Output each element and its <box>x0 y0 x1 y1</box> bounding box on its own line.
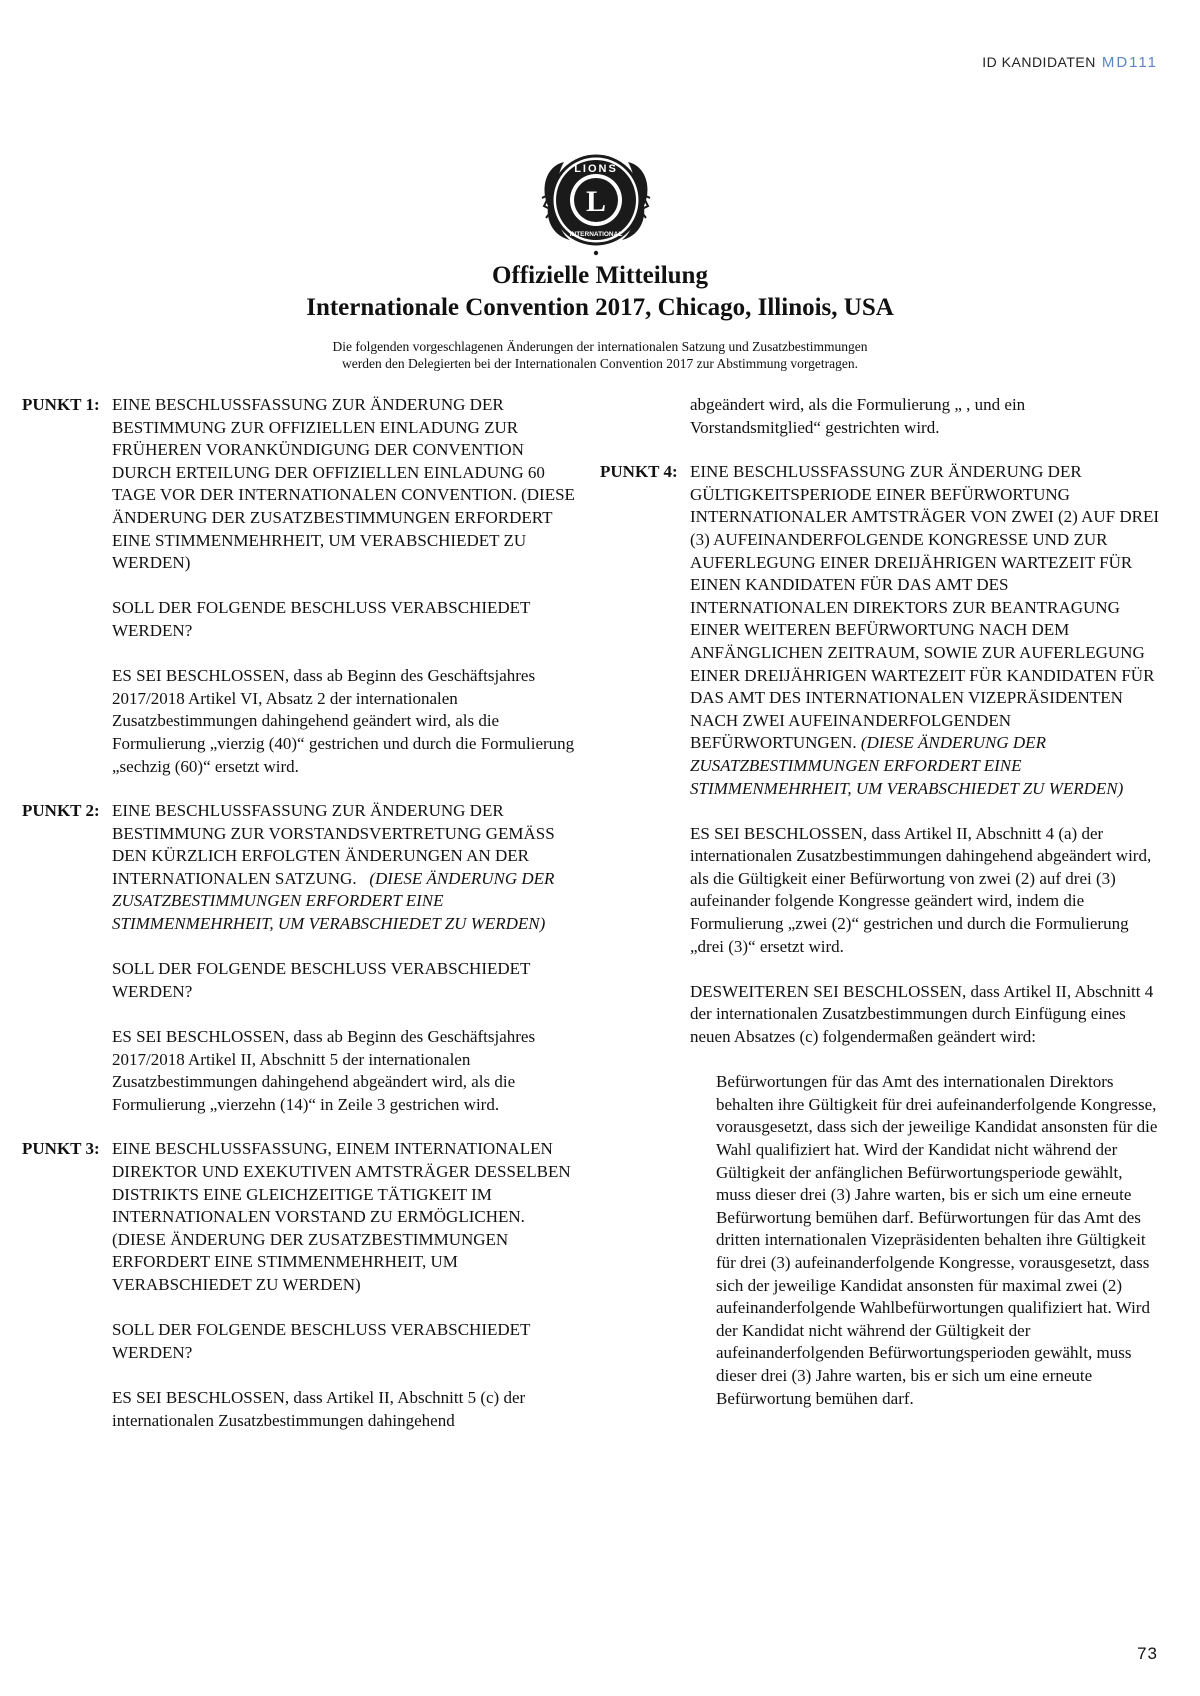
page-number: 73 <box>1137 1644 1158 1663</box>
title-line-2: Internationale Convention 2017, Chicago, Illinois, USA <box>306 294 894 321</box>
item-1-resolution: ES SEI BESCHLOSSEN, dass ab Beginn des Geschäftsjahres 2017/2018 Artikel VI, Absatz 2 der internationalen Zusatzbestimmungen dahingehend geändert wird, als die Formulierung „vierzig (40)“ gestrichen und durch die Formulierung „sechzig (60)“ ersetzt wird. <box>112 666 575 776</box>
item-1-title: EINE BESCHLUSSFASSUNG ZUR ÄNDERUNG DER BESTIMMUNG ZUR OFFIZIELLEN EINLADUNG ZUR FRÜHEREN VORANKÜNDIGUNG DER CONVENTION DURCH ERTEILUNG DER OFFIZIELLEN EINLADUNG 60 TAGE VOR DER INTERNATIONALEN CONVENTION. (DIESE ÄNDERUNG DER ZUSATZBESTIMMUNGEN ERFORDERT EINE STIMMENMEHRHEIT, UM VERABSCHIEDET ZU WERDEN) <box>112 395 575 573</box>
logo-bottom-text: INTERNATIONAL <box>569 231 623 238</box>
item-4-title-note: (DIESE ÄNDERUNG DER ZUSATZBESTIMMUNGEN ERFORDERT EINE STIMMENMEHRHEIT, UM VERABSCHIEDET ZU WERDEN) <box>690 733 1124 798</box>
item-4-quote: Befürwortungen für das Amt des internationalen Direktors behalten ihre Gültigkeit für drei aufeinanderfolgende Kongresse, vorausgesetzt, dass sich der jeweilige Kandidat ansonsten für die Wahl qualifiziert hat. Wird der Kandidat nicht während der Gültigkeit der anfänglichen Befürwortungsperiode gewählt, muss dieser drei (3) Jahre warten, bis er sich um eine erneute Befürwortung bemühen darf. Befürwortungen für das Amt des dritten internationalen Vizepräsidenten behalten ihre Gültigkeit für drei (3) aufeinanderfolgende Kongresse, vorausgesetzt, dass sich der jeweilige Kandidat ansonsten für maximal zwei (2) aufeinanderfolgende Wahlbefürwortungen qualifiziert hat. Wird der Kandidat nicht während der Gültigkeit der aufeinanderfolgenden Befürwortungsperioden gewählt, muss dieser drei (3) Jahre warten, bis er sich um eine erneute Befürwortung bemühen darf. <box>716 1072 1158 1408</box>
item-3 <box>22 1138 582 1432</box>
intro-text <box>0 338 1200 372</box>
item-2-title: EINE BESCHLUSSFASSUNG ZUR ÄNDERUNG DER BESTIMMUNG ZUR VORSTANDSVERTRETUNG GEMÄSS DEN KÜRZLICH ERFOLGTEN ÄNDERUNGEN AN DER INTERNATIONALEN SATZUNG. <box>112 801 555 888</box>
item-1-label: PUNKT 1: <box>22 395 100 414</box>
header-label: ID KANDIDATEN <box>982 54 1096 70</box>
item-3-resolution-continued: abgeändert wird, als die Formulierung „ , und ein Vorstandsmitglied“ gestrichten wird. <box>690 395 1026 437</box>
logo-letter: L <box>585 185 607 218</box>
item-3-resolution: ES SEI BESCHLOSSEN, dass Artikel II, Abschnitt 5 (c) der internationalen Zusatzbestimmungen dahingehend <box>112 1387 526 1430</box>
item-1 <box>22 394 582 778</box>
item-4-resolution: ES SEI BESCHLOSSEN, dass Artikel II, Abschnitt 4 (a) der internationalen Zusatzbestimmungen dahingehend abgeändert wird, als die Gültigkeit einer Befürwortung von zwei (2) auf drei (3) aufeinander folgende Kongresse geändert wird, indem die Formulierung „zwei (2)“ gestrichen und durch die Formulierung „drei (3)“ ersetzt wird. <box>690 823 1152 956</box>
item-2-title-note: (DIESE ÄNDERUNG DER ZUSATZBESTIMMUNGEN ERFORDERT EINE STIMMENMEHRHEIT, UM VERABSCHIEDET ZU WERDEN) <box>112 868 555 934</box>
item-2-resolution: ES SEI BESCHLOSSEN, dass ab Beginn des Geschäftsjahres 2017/2018 Artikel II, Abschnitt 5 der internationalen Zusatzbestimmungen dahingehend abgeändert wird, als die Formulierung „vierzehn (14)“ in Zeile 3 gestrichen wird. <box>112 1027 536 1114</box>
left-column <box>22 394 582 1454</box>
item-3-label: PUNKT 3: <box>22 1139 100 1159</box>
item-1-question: SOLL DER FOLGENDE BESCHLUSS VERABSCHIEDET WERDEN? <box>112 598 531 640</box>
document-title <box>0 260 1200 324</box>
item-4-title: EINE BESCHLUSSFASSUNG ZUR ÄNDERUNG DER GÜLTIGKEITSPERIODE EINER BEFÜRWORTUNG INTERNATIONALER AMTSTRÄGER VON ZWEI (2) AUF DREI (3) AUFEINANDERFOLGENDE KONGRESSE UND ZUR AUFERLEGUNG EINER DREIJÄHRIGEN WARTEZEIT FÜR EINEN KANDIDATEN FÜR DAS AMT DES INTERNATIONALEN DIREKTORS ZUR BEANTRAGUNG EINER WEITEREN BEFÜRWORTUNG NACH DEM ANFÄNGLICHEN ZEITRAUM, SOWIE ZUR AUFERLEGUNG EINER DREIJÄHRIGEN WARTEZEIT FÜR KANDIDATEN FÜR DAS AMT DES INTERNATIONALEN VIZEPRÄSIDENTEN NACH ZWEI AUFEINANDERFOLGENDEN BEFÜRWORTUNGEN. <box>690 462 1160 753</box>
intro-line-1: Die folgenden vorgeschlagenen Änderungen der internationalen Satzung und Zusatzbestimmungen <box>332 339 868 354</box>
item-2-label: PUNKT 2: <box>22 801 100 821</box>
item-4 <box>600 461 1160 1410</box>
item-2-question: SOLL DER FOLGENDE BESCHLUSS VERABSCHIEDET WERDEN? <box>112 959 531 1001</box>
item-4-label: PUNKT 4: <box>600 462 678 482</box>
lions-emblem-icon <box>534 136 658 264</box>
lions-logo <box>534 136 658 264</box>
right-column <box>600 394 1160 1432</box>
item-2 <box>22 800 582 1116</box>
title-line-1: Offizielle Mitteilung <box>492 262 708 289</box>
intro-line-2: werden den Delegierten bei der Internationalen Convention 2017 zur Abstimmung vorgetragen. <box>342 356 858 371</box>
item-4-resolution-2: DESWEITEREN SEI BESCHLOSSEN, dass Artikel II, Abschnitt 4 der internationalen Zusatzbestimmungen durch Einfügung eines neuen Absatzes (c) folgendermaßen geändert wird: <box>690 981 1154 1047</box>
item-3-title: EINE BESCHLUSSFASSUNG, EINEM INTERNATIONALEN DIREKTOR UND EXEKUTIVEN AMTSTRÄGER DESSELBEN DISTRIKTS EINE GLEICHZEITIGE TÄTIGKEIT IM INTERNATIONALEN VORSTAND ZU ERMÖGLICHEN. (DIESE ÄNDERUNG DER ZUSATZBESTIMMUNGEN ERFORDERT EINE STIMMENMEHRHEIT, UM VERABSCHIEDET ZU WERDEN) <box>112 1139 571 1294</box>
header-tag <box>982 54 1158 71</box>
logo-top-text: LIONS <box>574 163 618 175</box>
item-3-question: SOLL DER FOLGENDE BESCHLUSS VERABSCHIEDET WERDEN? <box>112 1320 531 1362</box>
header-code: MD111 <box>1101 54 1158 71</box>
